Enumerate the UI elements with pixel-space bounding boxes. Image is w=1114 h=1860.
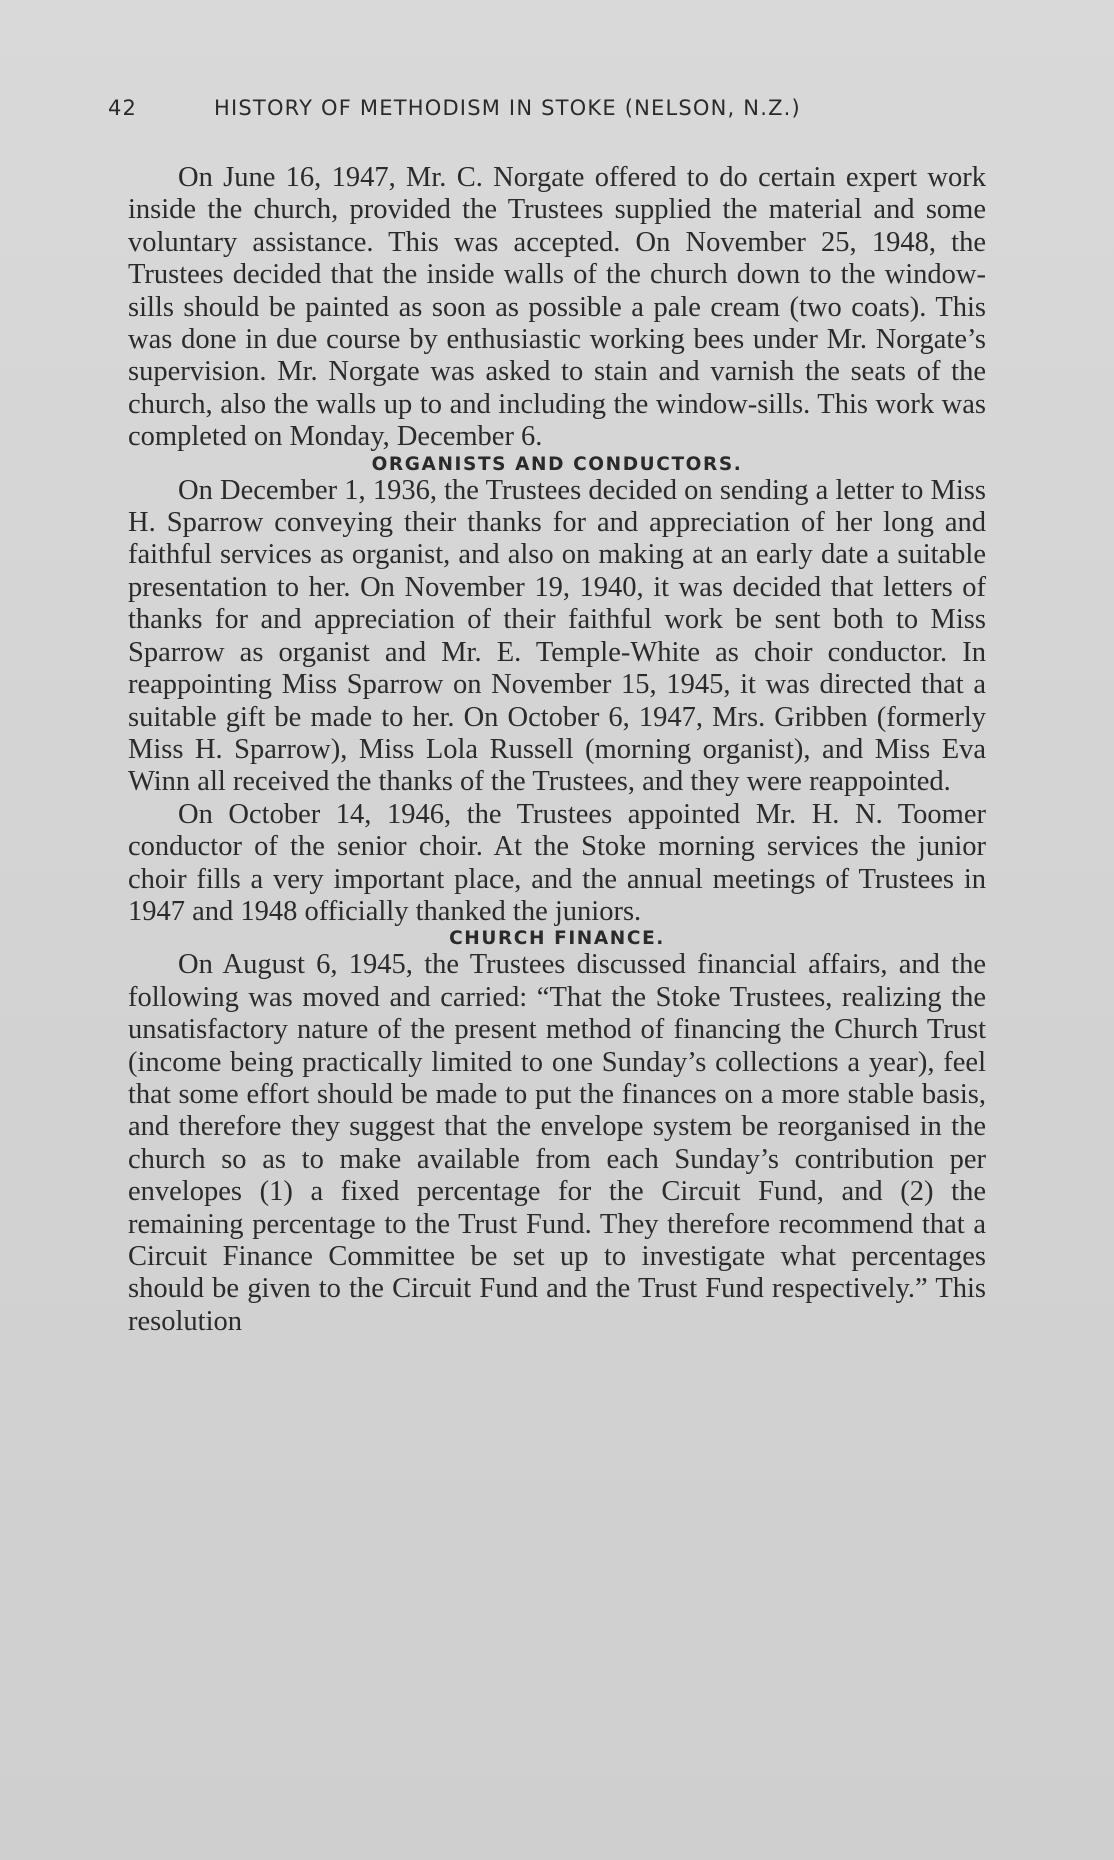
running-title: HISTORY OF METHODISM IN STOKE (NELSON, N.Z.): [214, 96, 801, 120]
paragraph-choir-conductor: On October 14, 1946, the Trustees appointed Mr. H. N. Toomer conductor of the senior choir. At the Stoke morning services the junior choir fills a very important place, and the annual meetings of Trustees in 1947 and 1948 officially thanked the juniors.: [128, 798, 986, 927]
page-number: 42: [108, 96, 138, 120]
paragraph-church-painting: On June 16, 1947, Mr. C. Norgate offered to do certain expert work inside the church, provided the Trustees supplied the material and some voluntary assistance. This was accepted. On November 25, 1948, the Trustees decided that the inside walls of the church down to the window-sills should be painted as soon as possible a pale cream (two coats). This was done in due course by enthusiastic working bees under Mr. Norgate’s supervision. Mr. Norgate was asked to stain and varnish the seats of the church, also the walls up to and including the window-sills. This work was completed on Monday, December 6.: [128, 162, 986, 453]
paragraph-organists: On December 1, 1936, the Trustees decided on sending a letter to Miss H. Sparrow conveying their thanks for and appreciation of her long and faithful services as organist, and also on making at an early date a suitable presentation to her. On November 19, 1940, it was decided that letters of thanks for and appreciation of their faithful work be sent both to Miss Sparrow as organist and Mr. E. Temple-White as choir conductor. In reappointing Miss Sparrow on November 15, 1945, it was directed that a suitable gift be made to her. On October 6, 1947, Mrs. Gribben (formerly Miss H. Sparrow), Miss Lola Russell (morning organist), and Miss Eva Winn all received the thanks of the Trustees, and they were reappointed.: [128, 474, 986, 798]
body-text: [128, 162, 986, 1338]
section-heading-organists: ORGANISTS AND CONDUCTORS.: [371, 453, 743, 475]
section-heading-finance: CHURCH FINANCE.: [449, 928, 665, 950]
running-header: [108, 96, 988, 120]
paragraph-finance: On August 6, 1945, the Trustees discussed financial affairs, and the following was moved and carried: “That the Stoke Trustees, realizing the unsatisfactory nature of the present method of financing the Church Trust (income being practically limited to one Sunday’s collections a year), feel that some effort should be made to put the finances on a more stable basis, and therefore they suggest that the envelope system be reorganised in the church so as to make available from each Sunday’s contribution per envelopes (1) a fixed percentage for the Circuit Fund, and (2) the remaining percentage to the Trust Fund. They therefore recommend that a Circuit Finance Committee be set up to investigate what percentages should be given to the Circuit Fund and the Trust Fund respectively.” This resolution: [128, 949, 986, 1337]
